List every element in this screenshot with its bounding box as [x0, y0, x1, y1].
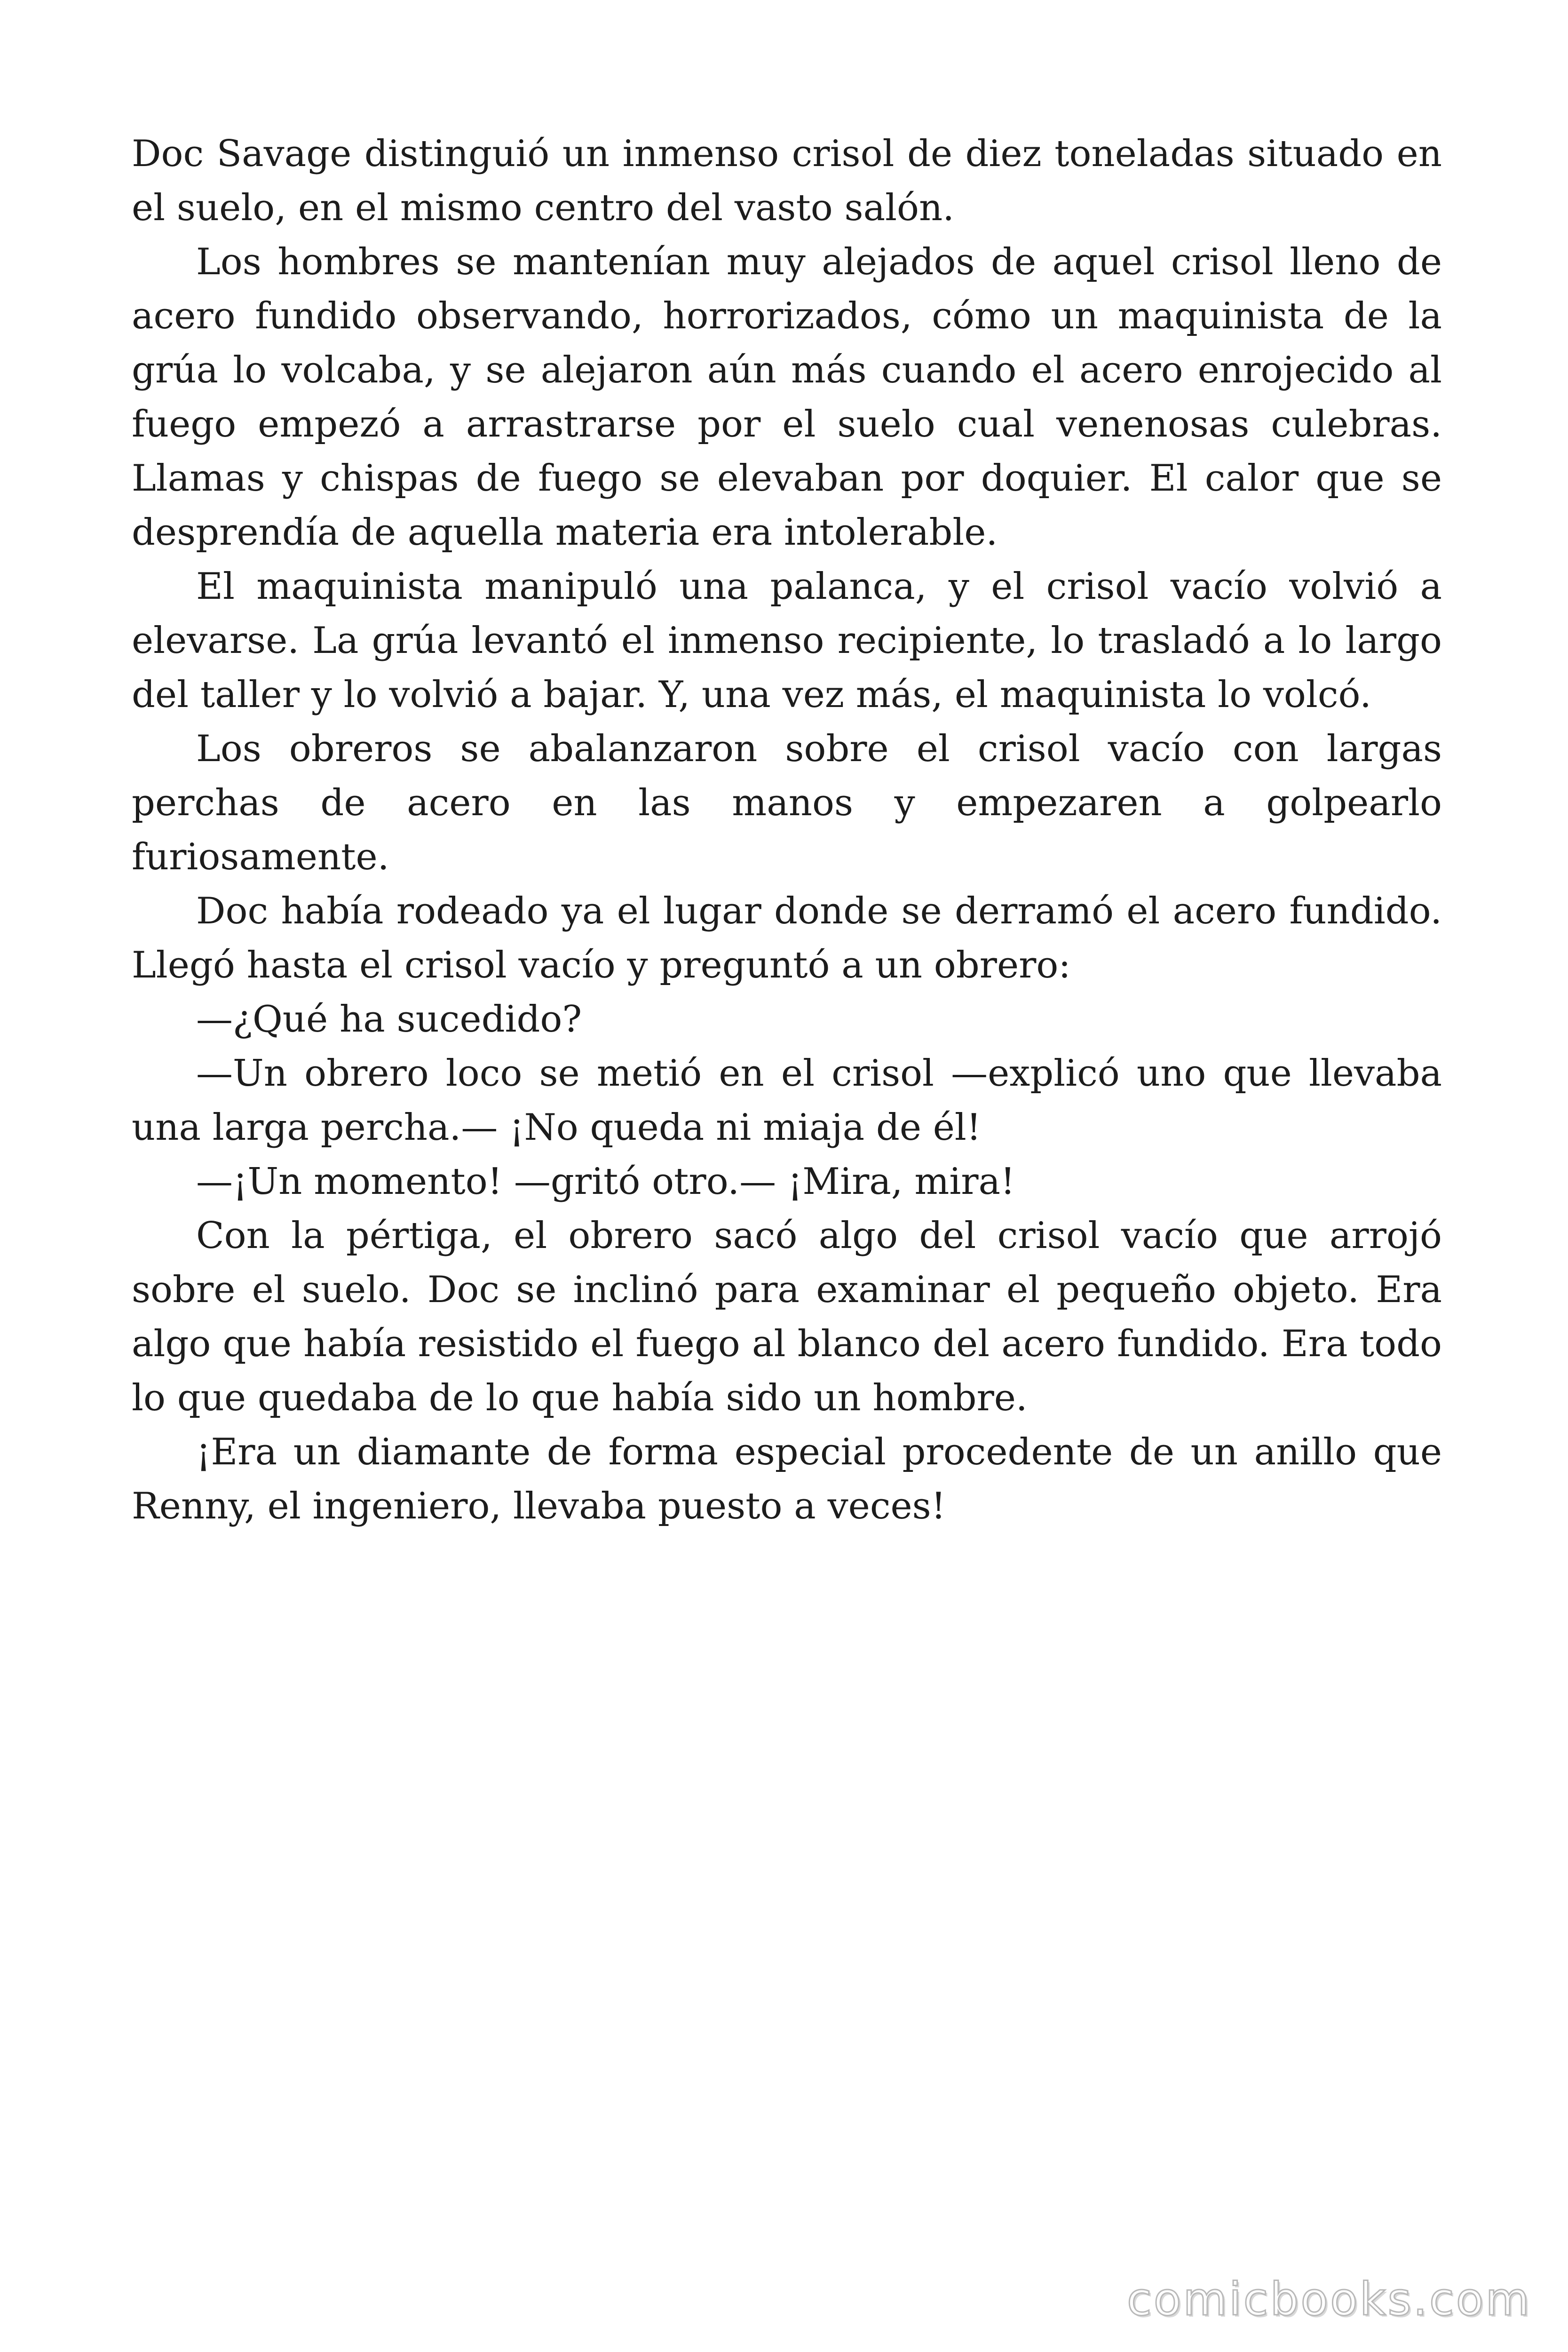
paragraph: —¡Un momento! —gritó otro.— ¡Mira, mira! [196, 1160, 1015, 1203]
paragraph: Los hombres se mantenían muy alejados de aquel crisol lleno de acero fundido observando, horrorizados, cómo un maquinista de la grúa lo volcaba, y se alejaron aún más cuando el acero enrojecido al fuego empezó a arrastrarse por el suelo cual venenosas culebras. Llamas y chispas de fuego se elevaban por doquier. El calor que se desprendía de aquella materia era intolerable. [132, 241, 1442, 554]
paragraph: —¿Qué ha sucedido? [196, 998, 582, 1041]
paragraph: —Un obrero loco se metió en el crisol —explicó uno que llevaba una larga percha.— ¡No queda ni miaja de él! [132, 1052, 1442, 1149]
page-body [132, 127, 1442, 1534]
paragraph: Con la pértiga, el obrero sacó algo del crisol vacío que arrojó sobre el suelo. Doc se inclinó para examinar el pequeño objeto. Era algo que había resistido el fuego al blanco del acero fundido. Era todo lo que quedaba de lo que había sido un hombre. [132, 1215, 1442, 1419]
watermark: comicbooks.com [1126, 2273, 1531, 2326]
paragraph: Los obreros se abalanzaron sobre el crisol vacío con largas perchas de acero en las manos y empezaren a golpearlo furiosamente. [132, 728, 1442, 878]
paragraph: Doc había rodeado ya el lugar donde se derramó el acero fundido. Llegó hasta el crisol vacío y preguntó a un obrero: [132, 890, 1442, 986]
paragraph: El maquinista manipuló una palanca, y el crisol vacío volvió a elevarse. La grúa levantó el inmenso recipiente, lo trasladó a lo largo del taller y lo volvió a bajar. Y, una vez más, el maquinista lo volcó. [132, 565, 1442, 716]
paragraph: ¡Era un diamante de forma especial procedente de un anillo que Renny, el ingeniero, llevaba puesto a veces! [132, 1431, 1442, 1527]
paragraph: Doc Savage distinguió un inmenso crisol de diez toneladas situado en el suelo, en el mismo centro del vasto salón. [132, 133, 1442, 229]
